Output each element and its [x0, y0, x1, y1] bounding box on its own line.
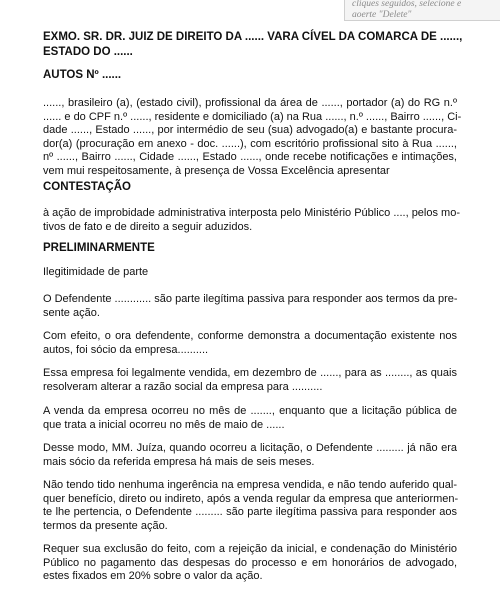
intro-line: ...... e do CPF n.º ......, residente e domiciliado (a) na Rua ......, n.º ......, Bairro ......, Ci- — [43, 110, 462, 123]
paragraph-line: mais sócio da referida empresa há mais de seis meses. — [43, 455, 315, 468]
paragraph-line: termos da presente ação. — [43, 519, 168, 532]
intro-paragraph — [43, 97, 462, 178]
paragraph-line: Público no pagamento das despesas do processo e em honorários de advogado, — [43, 556, 457, 569]
paragraph-1 — [43, 293, 457, 320]
paragraph-4 — [43, 405, 457, 432]
paragraph-line: Requer sua exclusão do feito, com a rejeição da inicial, e condenação do Ministério — [43, 543, 457, 555]
paragraph-5 — [43, 442, 457, 469]
paragraph-3 — [43, 367, 457, 394]
instruction-tooltip — [344, 0, 500, 21]
paragraph-7 — [43, 543, 457, 584]
paragraph-2 — [43, 330, 457, 357]
instruction-line: cliques seguidos, selecione e — [352, 0, 462, 9]
ilegitimidade-subtitle: Ilegitimidade de parte — [43, 266, 149, 278]
paragraph-line: resolveram alterar a razão social da empresa para .......... — [43, 380, 323, 393]
paragraph-line: O Defendente ............ são parte ilegítima passiva para responder aos termos da pre- — [43, 293, 458, 305]
court-heading-line: EXMO. SR. DR. JUIZ DE DIREITO DA ...... VARA CÍVEL DA COMARCA DE ......, — [43, 31, 463, 43]
preliminarmente-title: PRELIMINARMENTE — [43, 242, 155, 254]
case-number: AUTOS Nº ...... — [43, 69, 122, 81]
intro-line: dade ......, Estado ......, por intermédio de seu (sua) advogado(a) e bastante procura- — [43, 124, 457, 136]
paragraph-line: Com efeito, o ora defendente, conforme demonstra a documentação existente nos — [43, 330, 457, 342]
intro-line: ......, brasileiro (a), (estado civil), profissional da área de ......, portador (a) do RG n.º — [43, 97, 457, 109]
paragraph-line: A venda da empresa ocorreu no mês de ......., enquanto que a licitação pública de — [43, 405, 457, 417]
paragraph-line: Essa empresa foi legalmente vendida, em dezembro de ......, para as ........, as quais — [43, 367, 457, 379]
paragraph-line: Não tendo tido nenhuma ingerência na empresa vendida, e não tendo auferido qual- — [43, 479, 457, 491]
paragraph-line: que trata a inicial ocorreu no mês de maio de ...... — [43, 418, 285, 431]
court-heading — [43, 30, 463, 60]
contestacao-line: à ação de improbidade administrativa interposta pelo Ministério Público ...., pelos mo- — [43, 207, 460, 219]
paragraph-6 — [43, 479, 457, 533]
intro-line: vem mui respeitosamente, à presença de Vossa Excelência apresentar — [43, 164, 390, 177]
court-heading-line: ESTADO DO ...... — [43, 46, 133, 58]
paragraph-line: autos, foi sócio da empresa.......... — [43, 343, 209, 356]
paragraph-line: sente ação. — [43, 306, 100, 319]
contestacao-paragraph — [43, 207, 460, 234]
intro-line: dor(a) (procuração em anexo - doc. ......), com escritório profissional sito à Rua ......, — [43, 137, 457, 150]
paragraph-line: estes fixados em 20% sobre o valor da ação. — [43, 570, 263, 582]
intro-line: nº ......, Bairro ......, Cidade ......, Estado ......, onde recebe notificações e intimações, — [43, 151, 457, 163]
contestacao-title: CONTESTAÇÃO — [43, 181, 131, 193]
paragraph-line: quer benefício, direto ou indireto, após a venda regular da empresa que anteriormen- — [43, 492, 459, 505]
contestacao-line: tivos de fato e de direito a seguir aduzidos. — [43, 220, 253, 233]
instruction-line: aoerte "Delete" — [352, 9, 412, 20]
paragraph-line: Desse modo, MM. Juíza, quando ocorreu a licitação, o Defendente ......... já não era — [43, 442, 457, 454]
paragraph-line: te lhe pertencia, o Defendente ......... são parte ilegítima passiva para responder aos — [43, 506, 457, 518]
